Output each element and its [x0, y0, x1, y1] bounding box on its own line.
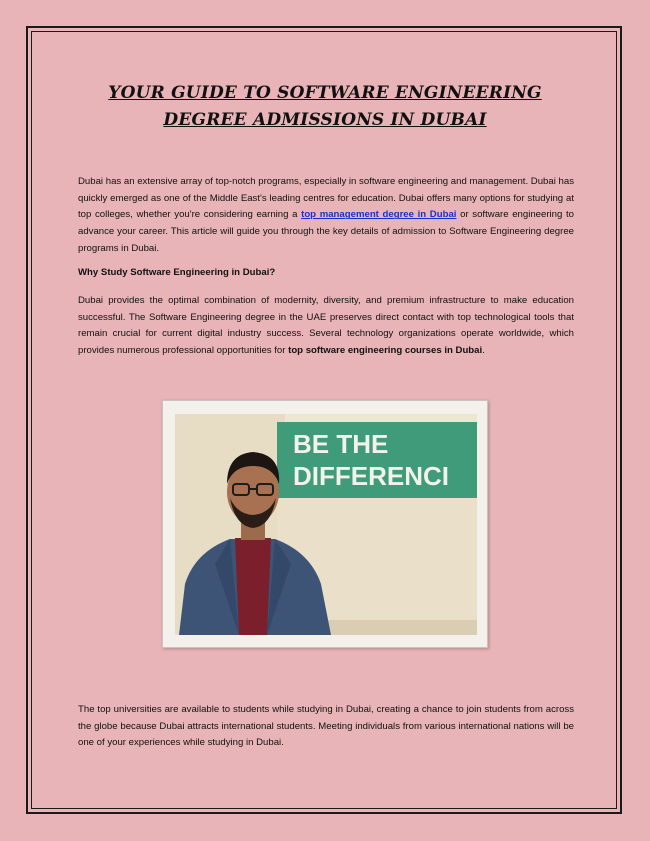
- banner-line2: DIFFERENCI: [293, 461, 449, 491]
- intro-text-start: Dubai has an extensive array of top-notch programs, especially in software engineering and management. Dubai has quickly emerged as one of the Middle East's leading centres for education. Dubai offers many options for studying at top colleges, whether you're considering earning a: [78, 176, 574, 221]
- why-study-paragraph: [78, 293, 574, 360]
- why-study-text: Dubai provides the optimal combination of modernity, diversity, and premium infrastructure to make education successful. The Software Engineering degree in the UAE preserves direct contact with top technological tools that remain crucial for current digital industry success. Several technology organizations operate worldwide, which provides numerous professional opportunities for: [78, 295, 574, 357]
- top-management-degree-link[interactable]: top management degree in Dubai: [301, 209, 457, 221]
- section-heading-why-study: Why Study Software Engineering in Dubai?: [78, 267, 276, 278]
- why-study-text-end: .: [482, 345, 485, 357]
- document-title: YOUR GUIDE TO SOFTWARE ENGINEERING DEGREE ADMISSIONS IN DUBAI: [108, 83, 542, 130]
- why-study-bold-phrase: top software engineering courses in Dubai: [288, 345, 483, 357]
- international-students-paragraph: The top universities are available to students while studying in Dubai, creating a chance to join students from across the globe because Dubai attracts international students. Meeting individuals from various international nations will be one of your experiences while studying in Dubai.: [78, 704, 574, 749]
- student-photo: [175, 414, 477, 635]
- intro-text-end: or software engineering to advance your career. This article will guide you through the key details of admission to Software Engineering degree programs in Dubai.: [78, 209, 574, 254]
- intro-paragraph: [78, 174, 574, 258]
- banner-line1: BE THE: [293, 429, 389, 459]
